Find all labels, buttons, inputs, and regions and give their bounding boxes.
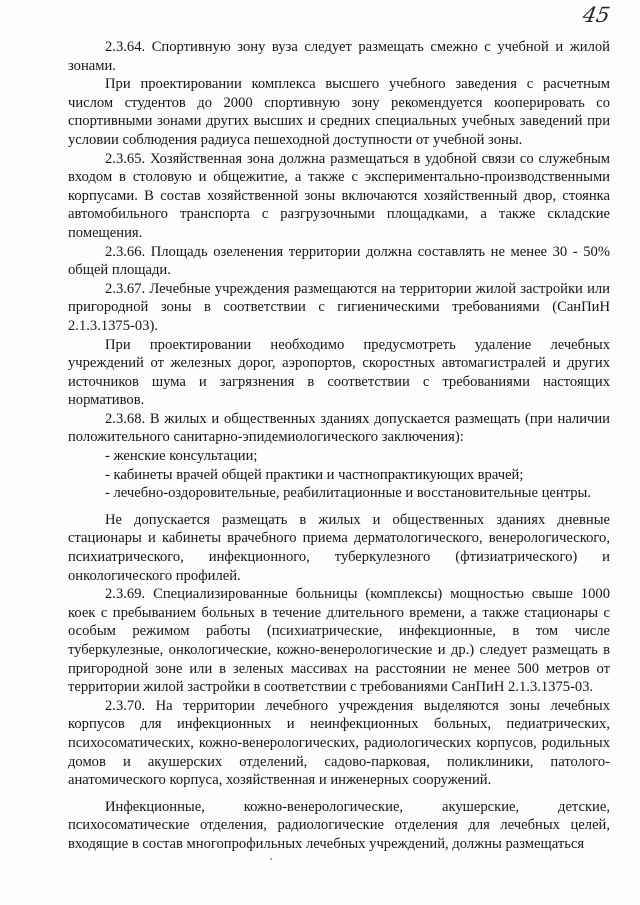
paragraph-2-3-70: 2.3.70. На территории лечебного учреждения выделяются зоны лечебных корпусов для инфекционных и неинфекционных больных, педиатрических, психосоматических, кожно-венерологических, радиологических корпусов, родильных домов и акушерских отделений, садово-парковая, поликлиники, патолого-анатомического корпуса, хозяйственная и инженерных сооружений. [68,697,610,789]
paragraph-not-allowed: Не допускается размещать в жилых и общественных зданиях дневные стационары и кабинеты врачебного приема дерматологического, венерологического, психиатрического, инфекционного, туберкулезного (фтизиатрического) и онкологического профилей. [68,511,610,584]
paragraph-2-3-68: 2.3.68. В жилых и общественных зданиях допускается размещать (при наличии положительного санитарно-эпидемиологического заключения): [68,410,610,446]
paragraph-2-3-65: 2.3.65. Хозяйственная зона должна размещаться в удобной связи со служебным входом в столовую и общежитие, а также с экспериментально-производственными корпусами. В состав хозяйственной зоны включаются хозяйственный двор, стоянка автомобильного транспорта с разгрузочными площадками, а также складские помещения. [68,150,610,241]
scan-speck [270,858,272,860]
paragraph-2-3-69: 2.3.69. Специализированные больницы (комплексы) мощностью свыше 1000 коек с пребыванием больных в течение длительного времени, а также стационары с особым режимом работы (психиатрические, инфекционные, в том числе туберкулезные, онкологические, кожно-венерологические и др.) следует размещать в пригородной зоне или в зеленых массивах на расстоянии не менее 500 метров от территории жилой застройки в соответствии с требованиями СанПиН 2.1.3.1375-03. [68,586,610,696]
paragraph-2-3-67: 2.3.67. Лечебные учреждения размещаются на территории жилой застройки или пригородной зоны в соответствии с гигиеническими требованиями (СанПиН 2.1.3.1375-03). [68,280,610,334]
list-item-rehab-centers: - лечебно-оздоровительные, реабилитационные и восстановительные центры. [105,485,592,502]
list-item-women-consultations: - женские консультации; [105,448,258,465]
page-number: 45 [581,3,613,27]
paragraph-noise-removal: При проектировании необходимо предусмотреть удаление лечебных учреждений от железных дорог, аэропортов, скоростных автомагистралей и других источников шума и загрязнения в соответствии с требованиями настоящих нормативов. [68,336,610,409]
paragraph-sport-zone-cooperation: При проектировании комплекса высшего учебного заведения с расчетным числом студентов до 2000 спортивную зону рекомендуется кооперировать со спортивными зонами других высших и средних специальных учебных заведений при условии соблюдения радиуса пешеходной доступности от учебной зоны. [68,76,610,148]
paragraph-infectious-departments: Инфекционные, кожно-венерологические, акушерские, детские, психосоматические отделения, радиологические отделения для лечебных целей, входящие в состав многопрофильных лечебных учреждений, должны размещаться [68,798,610,852]
list-item-general-practice: - кабинеты врачей общей практики и частнопрактикующих врачей; [105,466,524,483]
paragraph-2-3-64: 2.3.64. Спортивную зону вуза следует размещать смежно с учебной и жилой зонами. [68,39,610,74]
paragraph-2-3-66: 2.3.66. Площадь озеленения территории должна составлять не менее 30 - 50% общей площади. [68,243,610,279]
